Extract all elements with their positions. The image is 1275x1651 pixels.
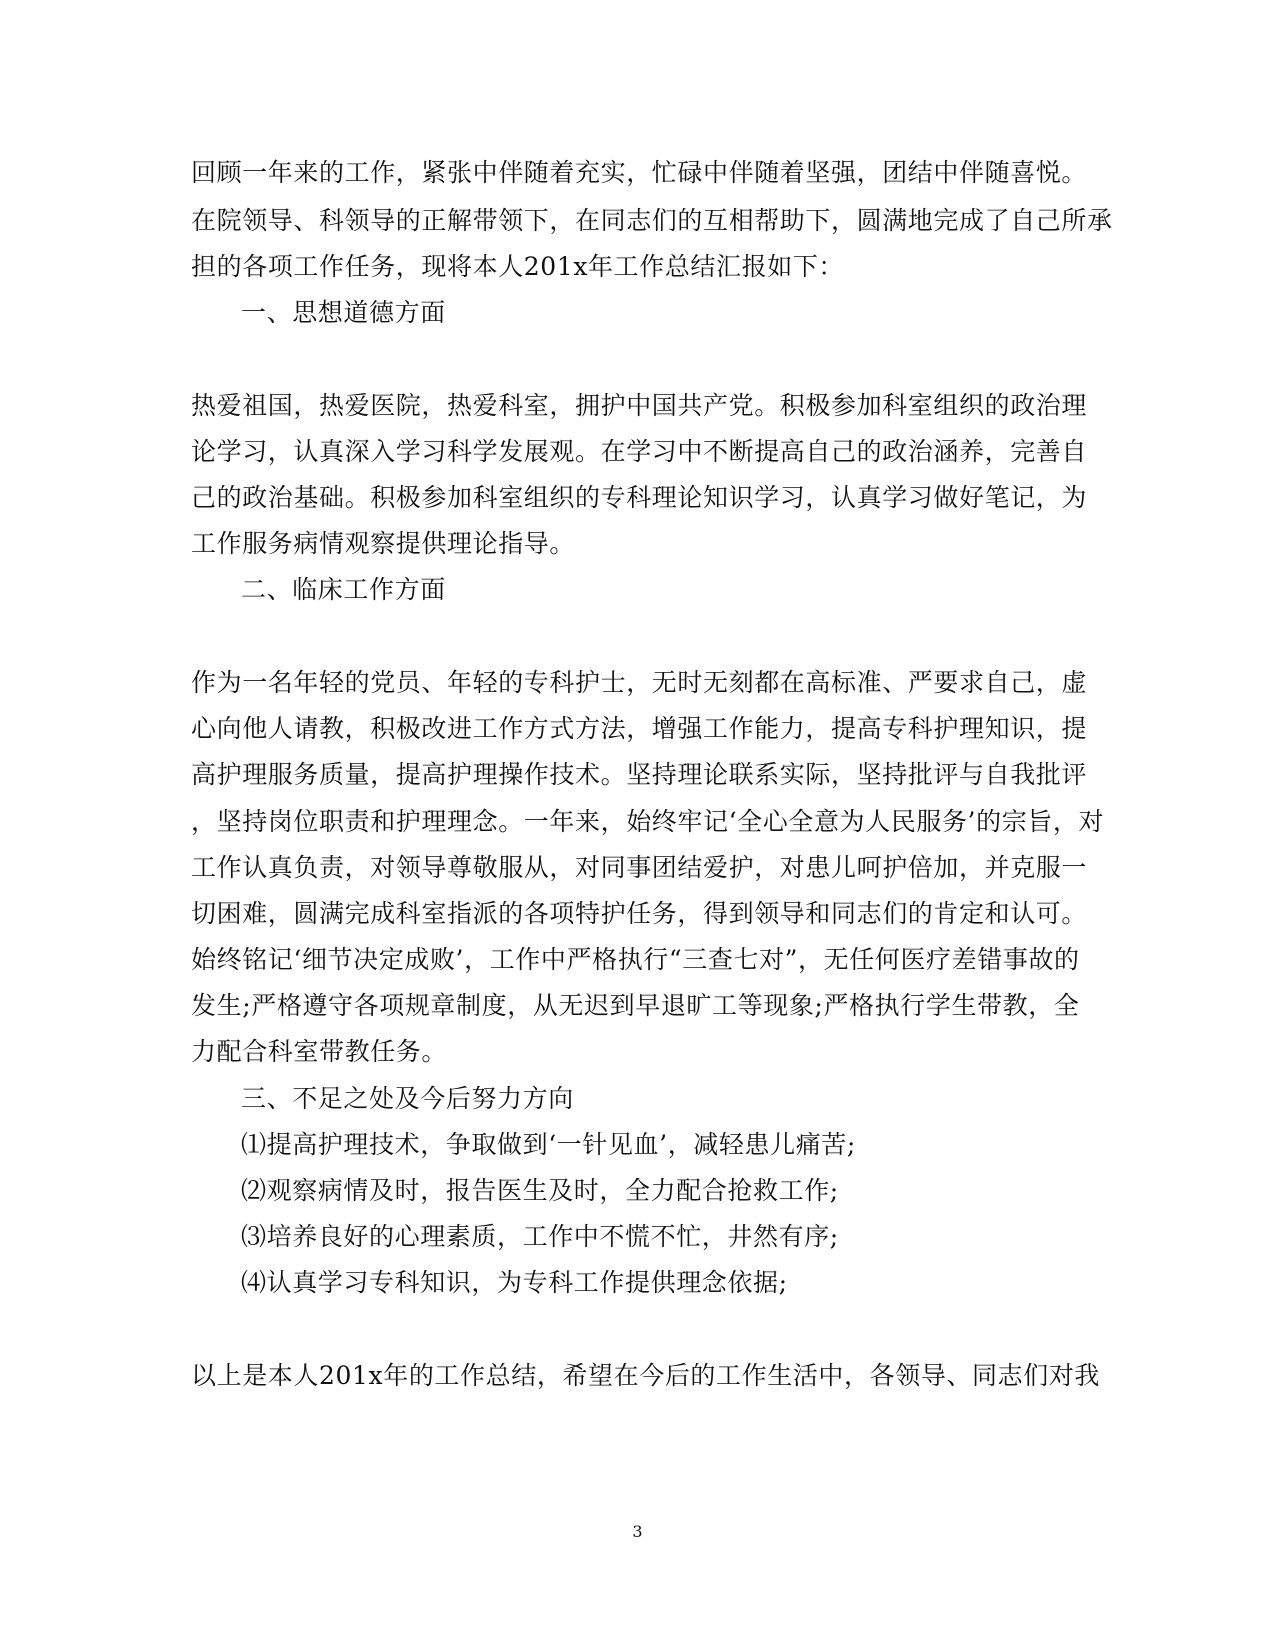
- paragraph-clinical-line-1: 作为一名年轻的党员、年轻的专科护士，无时无刻都在高标准、严要求自己，虚: [191, 668, 1088, 697]
- paragraph-clinical-line-2: 心向他人请教，积极改进工作方式方法，增强工作能力，提高专科护理知识，提: [191, 714, 1088, 743]
- paragraph-intro-line-1: 回顾一年来的工作，紧张中伴随着充实，忙碌中伴随着坚强，团结中伴随喜悦。: [191, 158, 1088, 187]
- list-item-3: ⑶培养良好的心理素质，工作中不慌不忙，井然有序;: [241, 1222, 839, 1251]
- paragraph-clinical-line-8: 发生;严格遵守各项规章制度，从无迟到早退旷工等现象;严格执行学生带教，全: [191, 991, 1080, 1020]
- paragraph-intro-line-3: 担的各项工作任务，现将本人201x年工作总结汇报如下：: [191, 252, 845, 281]
- paragraph-clinical-line-6: 切困难，圆满完成科室指派的各项特护任务，得到领导和同志们的肯定和认可。: [191, 899, 1088, 928]
- section-heading-1: 一、思想道德方面: [241, 298, 446, 327]
- section-heading-3: 三、不足之处及今后努力方向: [241, 1084, 574, 1113]
- page-number: 3: [632, 1522, 643, 1541]
- paragraph-ethics-line-4: 工作服务病情观察提供理论指导。: [191, 529, 576, 558]
- paragraph-closing-line-1: 以上是本人201x年的工作总结，希望在今后的工作生活中，各领导、同志们对我: [191, 1361, 1101, 1390]
- paragraph-clinical-line-3: 高护理服务质量，提高护理操作技术。坚持理论联系实际，坚持批评与自我批评: [191, 760, 1088, 789]
- paragraph-clinical-line-9: 力配合科室带教任务。: [191, 1037, 448, 1066]
- list-item-4: ⑷认真学习专科知识，为专科工作提供理念依据;: [241, 1268, 788, 1297]
- paragraph-intro-line-2: 在院领导、科领导的正解带领下，在同志们的互相帮助下，圆满地完成了自己所承: [191, 206, 1113, 235]
- section-heading-2: 二、临床工作方面: [241, 575, 446, 604]
- paragraph-clinical-line-4: ，坚持岗位职责和护理理念。一年来，始终牢记‘全心全意为人民服务’的宗旨，对: [191, 807, 1105, 836]
- paragraph-ethics-line-3: 己的政治基础。积极参加科室组织的专科理论知识学习，认真学习做好笔记，为: [191, 483, 1088, 512]
- paragraph-clinical-line-5: 工作认真负责，对领导尊敬服从，对同事团结爱护，对患儿呵护倍加，并克服一: [191, 853, 1088, 882]
- paragraph-clinical-line-7: 始终铭记‘细节决定成败’，工作中严格执行“三查七对”，无任何医疗差错事故的: [191, 945, 1080, 974]
- list-item-2: ⑵观察病情及时，报告医生及时，全力配合抢救工作;: [241, 1176, 839, 1205]
- list-item-1: ⑴提高护理技术，争取做到‘一针见血’，减轻患儿痛苦;: [241, 1130, 856, 1159]
- paragraph-ethics-line-2: 论学习，认真深入学习科学发展观。在学习中不断提高自己的政治涵养，完善自: [191, 437, 1088, 466]
- paragraph-ethics-line-1: 热爱祖国，热爱医院，热爱科室，拥护中国共产党。积极参加科室组织的政治理: [191, 391, 1088, 420]
